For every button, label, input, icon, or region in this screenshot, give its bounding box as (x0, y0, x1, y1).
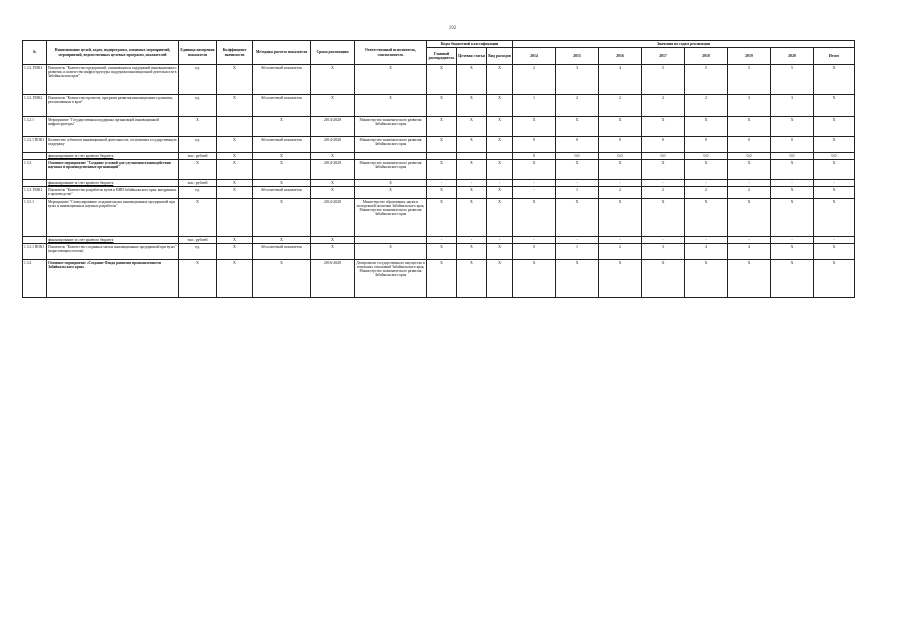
row-value: X (685, 117, 728, 137)
row-value: X (771, 160, 814, 180)
row-value: - (599, 237, 642, 244)
row-name: финансирование за счет краевого бюджета (47, 237, 179, 244)
row-unit: X (179, 160, 217, 180)
row-value: 2 (642, 95, 685, 117)
row-value: X (642, 117, 685, 137)
table-row (23, 160, 855, 180)
header-code-2: Вид расходов (487, 48, 513, 65)
row-code-main: X (427, 260, 457, 298)
row-code-type: - (487, 237, 513, 244)
header-num: № (23, 41, 47, 65)
row-value: 0 (771, 137, 814, 153)
table-row (23, 199, 855, 237)
row-value: X (685, 160, 728, 180)
row-value: - (642, 237, 685, 244)
row-value: 2 (599, 95, 642, 117)
page-number: 192 (448, 26, 457, 31)
row-value: X (814, 65, 855, 95)
row-term: 2014-2020 (311, 199, 355, 237)
row-value: X (556, 117, 599, 137)
row-value: 3 (556, 65, 599, 95)
header-name: Наименование целей, задач, подпрограмм, основных мероприятий, мероприятий, ведомственных целевых программ, показателей (47, 41, 179, 65)
row-method: Абсолютный показатель (253, 65, 311, 95)
row-unit: ед. (179, 137, 217, 153)
row-method: X (253, 260, 311, 298)
row-term: X (311, 244, 355, 260)
row-method: X (253, 160, 311, 180)
table-row (23, 237, 855, 244)
header-values-group: Значения по годам реализации (513, 41, 855, 48)
header-year-4: 2018 (685, 48, 728, 65)
row-value: 2 (513, 65, 556, 95)
row-value: X (685, 199, 728, 237)
row-value: 2 (642, 187, 685, 199)
row-name: финансирование за счет краевого бюджета (47, 180, 179, 187)
row-value: - (728, 237, 771, 244)
row-value: 3 (642, 244, 685, 260)
row-value: X (814, 244, 855, 260)
row-value: 4 (599, 65, 642, 95)
row-term: 2014-2020 (311, 117, 355, 137)
row-coef: X (217, 137, 253, 153)
row-code-main: X (427, 160, 457, 180)
row-code-article: X (457, 137, 487, 153)
row-value: 0 (513, 244, 556, 260)
table-row (23, 260, 855, 298)
row-code-main: X (427, 199, 457, 237)
row-code-main: X (427, 187, 457, 199)
row-value: 0 (599, 137, 642, 153)
row-coef: X (217, 180, 253, 187)
row-value: X (642, 260, 685, 298)
row-value: 0,0 (556, 153, 599, 160)
row-coef: X (217, 65, 253, 95)
row-code-main: - (427, 237, 457, 244)
row-executor (355, 237, 427, 244)
row-executor: X (355, 187, 427, 199)
row-value: X (599, 199, 642, 237)
row-term: 2014-2020 (311, 137, 355, 153)
row-value: X (771, 199, 814, 237)
row-value: - (556, 180, 599, 187)
row-value: 0 (642, 137, 685, 153)
header-coef: Коэффициент значимости (217, 41, 253, 65)
row-value: X (599, 117, 642, 137)
row-value: - (513, 237, 556, 244)
row-unit: ед. (179, 65, 217, 95)
row-name: финансирование за счет краевого бюджета (47, 153, 179, 160)
row-value: 1 (513, 95, 556, 117)
row-coef: X (217, 160, 253, 180)
row-value: X (814, 260, 855, 298)
row-number (23, 237, 47, 244)
row-value: X (513, 117, 556, 137)
row-value: X (556, 199, 599, 237)
row-executor: X (355, 65, 427, 95)
row-number (23, 180, 47, 187)
row-value: X (685, 260, 728, 298)
row-value: 0 (556, 137, 599, 153)
row-code-article: - (457, 237, 487, 244)
row-code-type: X (487, 65, 513, 95)
row-value: 3 (728, 95, 771, 117)
row-number: 1.3.3. ПОК1 (23, 187, 47, 199)
row-value: 0,0 (728, 153, 771, 160)
row-term: X (311, 153, 355, 160)
row-value: 0,0 (642, 153, 685, 160)
header-year-2: 2016 (599, 48, 642, 65)
row-value: 0 (513, 153, 556, 160)
row-value: X (599, 160, 642, 180)
row-value: - (771, 237, 814, 244)
row-code-type: X (487, 187, 513, 199)
row-value: X (642, 199, 685, 237)
header-year-3: 2017 (642, 48, 685, 65)
row-value: X (771, 244, 814, 260)
row-code-type (487, 153, 513, 160)
row-unit: тыс. рублей (179, 153, 217, 160)
header-code-1: Целевая статья (457, 48, 487, 65)
row-executor: X (355, 95, 427, 117)
table-row (23, 187, 855, 199)
header-year-6: 2020 (771, 48, 814, 65)
header-year-1: 2015 (556, 48, 599, 65)
row-value: - (556, 237, 599, 244)
row-code-type: X (487, 199, 513, 237)
row-value: X (814, 117, 855, 137)
row-name: Количество субъектов инновационной деятельности, получивших государственную поддержку (47, 137, 179, 153)
row-value: X (771, 260, 814, 298)
row-executor: Министерство экономического развития Забайкальского края (355, 137, 427, 153)
row-code-article: X (457, 95, 487, 117)
row-name: Мероприятие "Государственная поддержка организаций инновационной инфраструктуры" (47, 117, 179, 137)
row-value: 0,0 (814, 153, 855, 160)
table-row (23, 137, 855, 153)
row-value: 4 (685, 244, 728, 260)
row-method: X (253, 117, 311, 137)
row-value: - (685, 180, 728, 187)
row-value: X (728, 260, 771, 298)
header-year-0: 2014 (513, 48, 556, 65)
row-value: X (814, 137, 855, 153)
row-value: X (513, 160, 556, 180)
row-value: 2 (599, 244, 642, 260)
row-value: 2 (728, 187, 771, 199)
header-year-7: Итого (814, 48, 855, 65)
row-value: 1 (556, 187, 599, 199)
row-code-type: X (487, 160, 513, 180)
row-value: 2 (556, 95, 599, 117)
row-value: X (814, 160, 855, 180)
row-term: 2014-2020 (311, 160, 355, 180)
row-code-type: X (487, 117, 513, 137)
row-value: 2 (685, 95, 728, 117)
row-value: 0,0 (599, 153, 642, 160)
row-number: 1.3.2. ПОК1 (23, 65, 47, 95)
table-row (23, 95, 855, 117)
header-method: Методика расчета показателя (253, 41, 311, 65)
row-value: 4 (728, 244, 771, 260)
header-term: Сроки реализации (311, 41, 355, 65)
row-value: 2 (685, 187, 728, 199)
row-number: 1.3.3.1 ПОК1 (23, 244, 47, 260)
row-code-type: X (487, 244, 513, 260)
row-unit: ед. (179, 244, 217, 260)
row-value: X (556, 160, 599, 180)
row-code-type: X (487, 95, 513, 117)
row-unit: ед. (179, 95, 217, 117)
row-value: - (814, 237, 855, 244)
row-number: 1.3.4 (23, 260, 47, 298)
table-row (23, 117, 855, 137)
table-row (23, 65, 855, 95)
row-code-article: X (457, 187, 487, 199)
row-value: 2 (599, 187, 642, 199)
row-value: X (728, 160, 771, 180)
row-code-article (457, 153, 487, 160)
row-executor: Министерство экономического развития Забайкальского края (355, 160, 427, 180)
row-value: X (513, 199, 556, 237)
row-name: Основное мероприятие "Создание условий для улучшения взаимодействия научных и производственных организаций" (47, 160, 179, 180)
row-term: X (311, 180, 355, 187)
row-term: X (311, 187, 355, 199)
row-value: 0 (513, 137, 556, 153)
row-code-main: X (427, 117, 457, 137)
row-name: Показатель "Количество предприятий, занимающихся поддержкой инновационного развития, и количество инфраструктуры поддержки инновационной деятельности в Забайкальском крае" (47, 65, 179, 95)
row-code-article: X (457, 160, 487, 180)
header-executor: Ответственный исполнитель, соисполнитель (355, 41, 427, 65)
row-name: Показатель "Количество созданных малых инновационных предприятий при вузах" (нарастающим итогом) (47, 244, 179, 260)
row-value: 1 (556, 244, 599, 260)
row-name: Показатель "Количество разработок вузов и НИИ Забайкальского края, внедренных в производство" (47, 187, 179, 199)
row-coef: X (217, 153, 253, 160)
row-value: 0,0 (685, 153, 728, 160)
row-unit: тыс. рублей (179, 237, 217, 244)
row-number: 1.3.3. (23, 160, 47, 180)
row-value: X (814, 187, 855, 199)
row-value: 5 (771, 65, 814, 95)
row-code-article: X (457, 260, 487, 298)
row-value: - (814, 180, 855, 187)
row-coef: X (217, 95, 253, 117)
row-code-main: - (427, 180, 457, 187)
row-number: 1.3.2.1 ПОК1 (23, 137, 47, 153)
table-row (23, 180, 855, 187)
row-coef: X (217, 260, 253, 298)
row-value: 5 (728, 65, 771, 95)
row-value: - (513, 180, 556, 187)
row-executor: X (355, 244, 427, 260)
row-coef: X (217, 244, 253, 260)
row-number (23, 153, 47, 160)
row-number: 1.3.2. ПОК2 (23, 95, 47, 117)
header-unit: Единица измерения показателя (179, 41, 217, 65)
row-unit: X (179, 260, 217, 298)
row-value: - (513, 187, 556, 199)
row-code-main: X (427, 65, 457, 95)
row-method: Абсолютный показатель (253, 95, 311, 117)
row-value: X (771, 187, 814, 199)
row-value: X (728, 199, 771, 237)
row-code-article: X (457, 199, 487, 237)
row-value: X (814, 95, 855, 117)
row-value: X (728, 117, 771, 137)
row-term: 2016-2020 (311, 260, 355, 298)
row-code-article: - (457, 180, 487, 187)
row-code-main: X (427, 244, 457, 260)
row-coef (217, 199, 253, 237)
header-year-5: 2019 (728, 48, 771, 65)
row-term: X (311, 95, 355, 117)
row-value: 0,0 (771, 153, 814, 160)
row-number: 1.3.3.1 (23, 199, 47, 237)
row-term: X (311, 65, 355, 95)
row-code-type: - (487, 180, 513, 187)
row-name: Показатель "Количество проектов, программ развития инновационного развития, реализованных в крае" (47, 95, 179, 117)
row-executor: Департамент государственного имущества и земельных отношений Забайкальского края, Министерство экономического развития Забайкальского края (355, 260, 427, 298)
row-method: Абсолютный показатель (253, 244, 311, 260)
row-method: Абсолютный показатель (253, 137, 311, 153)
row-executor: Министерство экономического развития Забайкальского края (355, 117, 427, 137)
row-value: 0 (728, 137, 771, 153)
row-method: X (253, 153, 311, 160)
row-unit: тыс. рублей (179, 180, 217, 187)
row-value: X (513, 260, 556, 298)
row-value: 0 (685, 137, 728, 153)
row-value: X (814, 199, 855, 237)
row-name: Мероприятие "Стимулирование создания малых инновационных предприятий при вузах и инновационных научных разработок" (47, 199, 179, 237)
row-value: - (685, 237, 728, 244)
header-codes-group: Коды бюджетной классификации (427, 41, 513, 48)
row-value: X (771, 117, 814, 137)
row-coef (217, 117, 253, 137)
row-code-type: X (487, 260, 513, 298)
row-method: X (253, 199, 311, 237)
row-value: - (771, 180, 814, 187)
row-coef: X (217, 187, 253, 199)
row-executor (355, 153, 427, 160)
row-code-type: X (487, 137, 513, 153)
row-executor: Министерство образования, науки и молодежной политики Забайкальского края, Министерство экономического развития Забайкальского края (355, 199, 427, 237)
row-code-article: X (457, 244, 487, 260)
row-unit: ед. (179, 187, 217, 199)
row-coef: X (217, 237, 253, 244)
row-value: X (642, 160, 685, 180)
row-value: X (556, 260, 599, 298)
row-code-article: X (457, 117, 487, 137)
row-value: - (599, 180, 642, 187)
row-code-main: X (427, 137, 457, 153)
row-value: 5 (642, 65, 685, 95)
row-value: - (728, 180, 771, 187)
row-method: X (253, 237, 311, 244)
row-term: X (311, 237, 355, 244)
program-table (22, 40, 855, 298)
row-code-main: X (427, 95, 457, 117)
row-number: 1.3.2.1 (23, 117, 47, 137)
row-value: 3 (771, 95, 814, 117)
table-row (23, 244, 855, 260)
row-code-article: X (457, 65, 487, 95)
row-name: Основное мероприятие «Создание Фонда развития промышленности Забайкальского края» (47, 260, 179, 298)
row-executor: X (355, 180, 427, 187)
header-code-0: Главный распорядитель (427, 48, 457, 65)
row-value: - (642, 180, 685, 187)
row-value: X (599, 260, 642, 298)
row-unit: X (179, 117, 217, 137)
row-value: 5 (685, 65, 728, 95)
table-row (23, 153, 855, 160)
row-code-main (427, 153, 457, 160)
row-unit: X (179, 199, 217, 237)
row-method: X (253, 180, 311, 187)
row-method: Абсолютный показатель (253, 187, 311, 199)
